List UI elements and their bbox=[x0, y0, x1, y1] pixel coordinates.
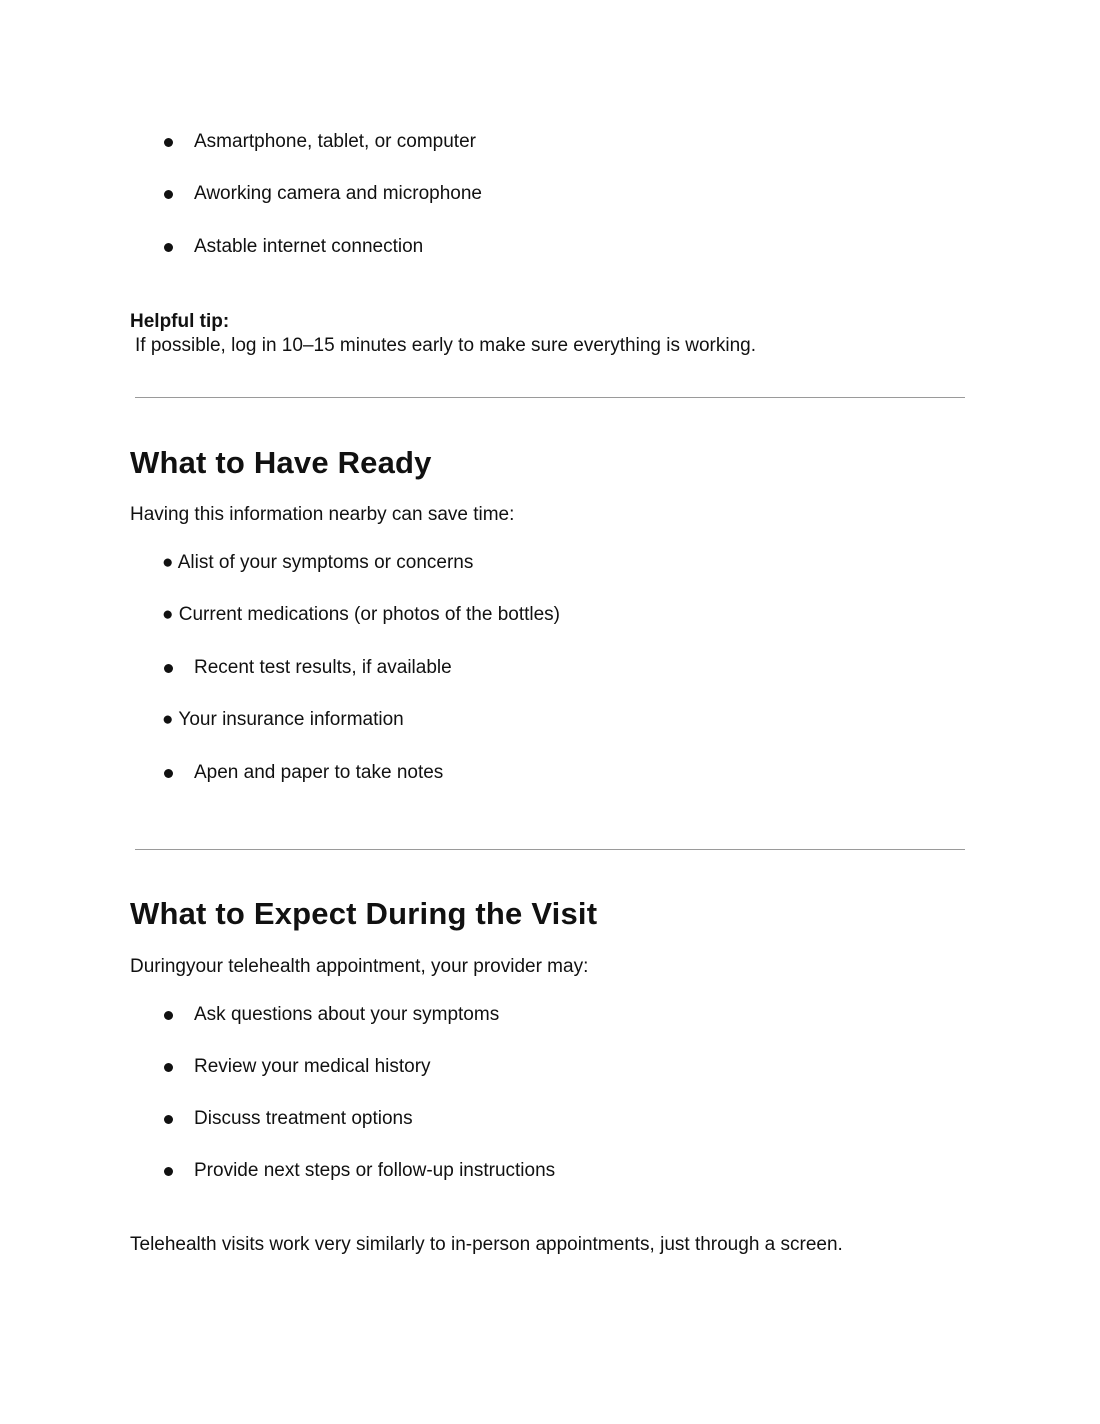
tip-text: If possible, log in 10–15 minutes early to make sure everything is working. bbox=[135, 335, 756, 356]
section-intro: Having this information nearby can save time: bbox=[130, 504, 515, 525]
list-item-text: ● Current medications (or photos of the bottles) bbox=[162, 604, 560, 625]
section-heading: What to Have Ready bbox=[130, 445, 432, 480]
list-item-text: Astable internet connection bbox=[194, 236, 424, 257]
list-item-text: Apen and paper to take notes bbox=[194, 762, 444, 783]
bullet-icon bbox=[164, 243, 173, 252]
closing-paragraph: Telehealth visits work very similarly to in-person appointments, just through a screen. bbox=[130, 1234, 843, 1255]
bullet-icon bbox=[164, 1115, 173, 1124]
bullet-icon bbox=[164, 769, 173, 778]
list-item-text: Recent test results, if available bbox=[194, 657, 452, 678]
tip-label: Helpful tip: bbox=[130, 311, 230, 332]
list-item-text: Asmartphone, tablet, or computer bbox=[194, 131, 476, 152]
bullet-icon bbox=[164, 1063, 173, 1072]
section-intro: Duringyour telehealth appointment, your provider may: bbox=[130, 956, 589, 977]
list-item-text: Ask questions about your symptoms bbox=[194, 1004, 500, 1025]
list-item-text: ● Your insurance information bbox=[162, 709, 404, 730]
bullet-icon bbox=[164, 190, 173, 199]
list-item-text: Provide next steps or follow-up instructions bbox=[194, 1160, 556, 1181]
bullet-icon bbox=[164, 664, 173, 673]
section-heading: What to Expect During the Visit bbox=[130, 896, 598, 931]
bullet-icon bbox=[164, 1167, 173, 1176]
list-item-text: ● Alist of your symptoms or concerns bbox=[162, 552, 474, 573]
list-item-text: Review your medical history bbox=[194, 1056, 431, 1077]
list-item-text: Discuss treatment options bbox=[194, 1108, 413, 1129]
bullet-icon bbox=[164, 1011, 173, 1020]
bullet-icon bbox=[164, 138, 173, 147]
section-divider bbox=[135, 397, 965, 398]
list-item-text: Aworking camera and microphone bbox=[194, 183, 482, 204]
section-divider bbox=[135, 849, 965, 850]
